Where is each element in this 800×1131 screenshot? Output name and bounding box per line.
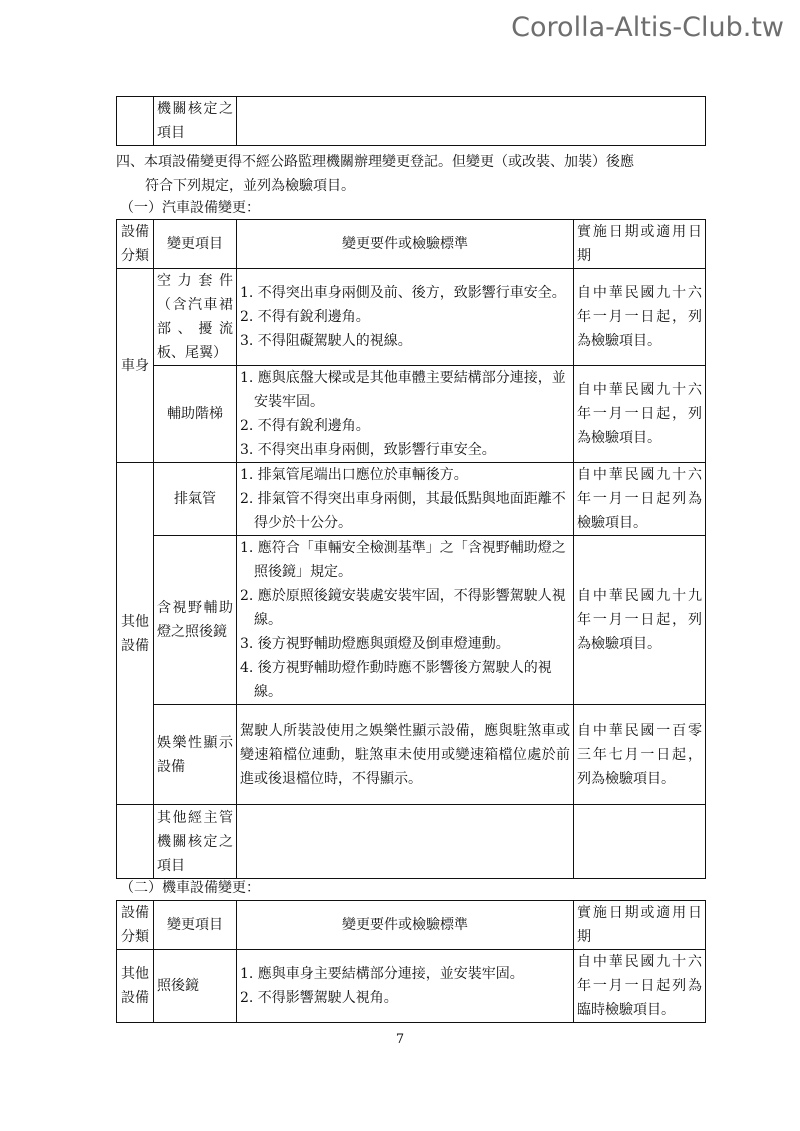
section4-line1: 四、本項設備變更得不經公路監理機關辦理變更登記。但變更（或改裝、加裝）後應 [116,154,634,170]
header-category: 設備分類 [117,901,154,950]
header-date: 實施日期或適用日期 [574,901,706,950]
item-exhaust-pipe: 排氣管 [154,463,237,536]
requirement-line: 2. 應於原照後鏡安裝處安裝牢固，不得影響駕駛人視線。 [240,588,566,628]
category-other-equipment: 其他設備 [117,463,154,805]
header-date: 實施日期或適用日期 [574,220,706,269]
requirement-auxiliary-step [237,366,574,463]
date-auxiliary-step: 自中華民國九十六年一月一日起，列為檢驗項目。 [574,366,706,463]
page-number: 7 [395,1032,405,1047]
header-category: 設備分類 [117,220,154,269]
item-entertainment-display: 娛樂性顯示設備 [154,705,237,805]
car-section-heading: （一）汽車設備變更： [120,200,260,216]
category-other-equipment: 其他設備 [117,950,154,1023]
top-table-empty-cell [117,97,154,146]
section4-line2: 符合下列規定，並列為檢驗項目。 [145,178,355,194]
item-other-approved: 其他經主管機關核定之項目 [154,805,237,879]
requirement-line: 3. 不得阻礙駕駛人的視線。 [240,333,412,349]
header-requirement: 變更要件或檢驗標準 [237,901,574,950]
requirement-line: 2. 排氣管不得突出車身兩側，其最低點與地面距離不得少於十公分。 [240,491,566,531]
moto-equipment-table [116,900,706,1023]
top-table [116,96,706,146]
date-mirror-with-aux-light: 自中華民國九十九年一月一日起，列為檢驗項目。 [574,536,706,705]
requirement-exhaust-pipe [237,463,574,536]
requirement-line: 2. 不得影響駕駛人視角。 [240,990,398,1006]
requirement-line: 3. 後方視野輔助燈應與頭燈及倒車燈連動。 [240,636,510,652]
item-auxiliary-step: 輔助階梯 [154,366,237,463]
header-requirement: 變更要件或檢驗標準 [237,220,574,269]
date-entertainment-display: 自中華民國一百零三年七月一日起，列為檢驗項目。 [574,705,706,805]
requirement-line: 1. 不得突出車身兩側及前、後方，致影響行車安全。 [240,285,566,301]
requirement-line: 1. 應與底盤大樑或是其他車體主要結構部分連接，並安裝牢固。 [240,370,566,410]
requirement-line: 2. 不得有銳利邊角。 [240,309,370,325]
empty-requirement-cell [237,805,574,879]
requirement-line: 3. 不得突出車身兩側，致影響行車安全。 [240,442,496,458]
requirement-line: 1. 應與車身主要結構部分連接，並安裝牢固。 [240,966,524,982]
requirement-rear-mirror [237,950,574,1023]
item-aero-kit: 空力套件（含汽車裙部、擾流板、尾翼） [154,269,237,366]
watermark: Corolla-Altis-Club.tw [511,12,784,43]
empty-date-cell [574,805,706,879]
item-rear-mirror: 照後鏡 [154,950,237,1023]
category-body: 車身 [117,269,154,463]
moto-section-heading: （二）機車設備變更： [120,880,260,896]
car-equipment-table [116,219,706,879]
empty-category-cell [117,805,154,879]
requirement-mirror-with-aux-light [237,536,574,705]
requirement-aero-kit [237,269,574,366]
header-item: 變更項目 [154,220,237,269]
item-mirror-with-aux-light: 含視野輔助燈之照後鏡 [154,536,237,705]
requirement-line: 1. 應符合「車輛安全檢測基準」之「含視野輔助燈之照後鏡」規定。 [240,540,566,580]
top-table-label: 機關核定之項目 [154,97,237,146]
header-item: 變更項目 [154,901,237,950]
requirement-entertainment-display: 駕駛人所裝設使用之娛樂性顯示設備，應與駐煞車或變速箱檔位連動，駐煞車未使用或變速箱檔位處於前進或後退檔位時，不得顯示。 [237,705,574,805]
requirement-line: 1. 排氣管尾端出口應位於車輛後方。 [240,467,468,483]
date-aero-kit: 自中華民國九十六年一月一日起，列為檢驗項目。 [574,269,706,366]
date-exhaust-pipe: 自中華民國九十六年一月一日起列為檢驗項目。 [574,463,706,536]
top-table-empty-cell [237,97,706,146]
date-rear-mirror: 自中華民國九十六年一月一日起列為臨時檢驗項目。 [574,950,706,1023]
requirement-line: 4. 後方視野輔助燈作動時應不影響後方駕駛人的視線。 [240,660,552,700]
requirement-line: 2. 不得有銳利邊角。 [240,418,370,434]
